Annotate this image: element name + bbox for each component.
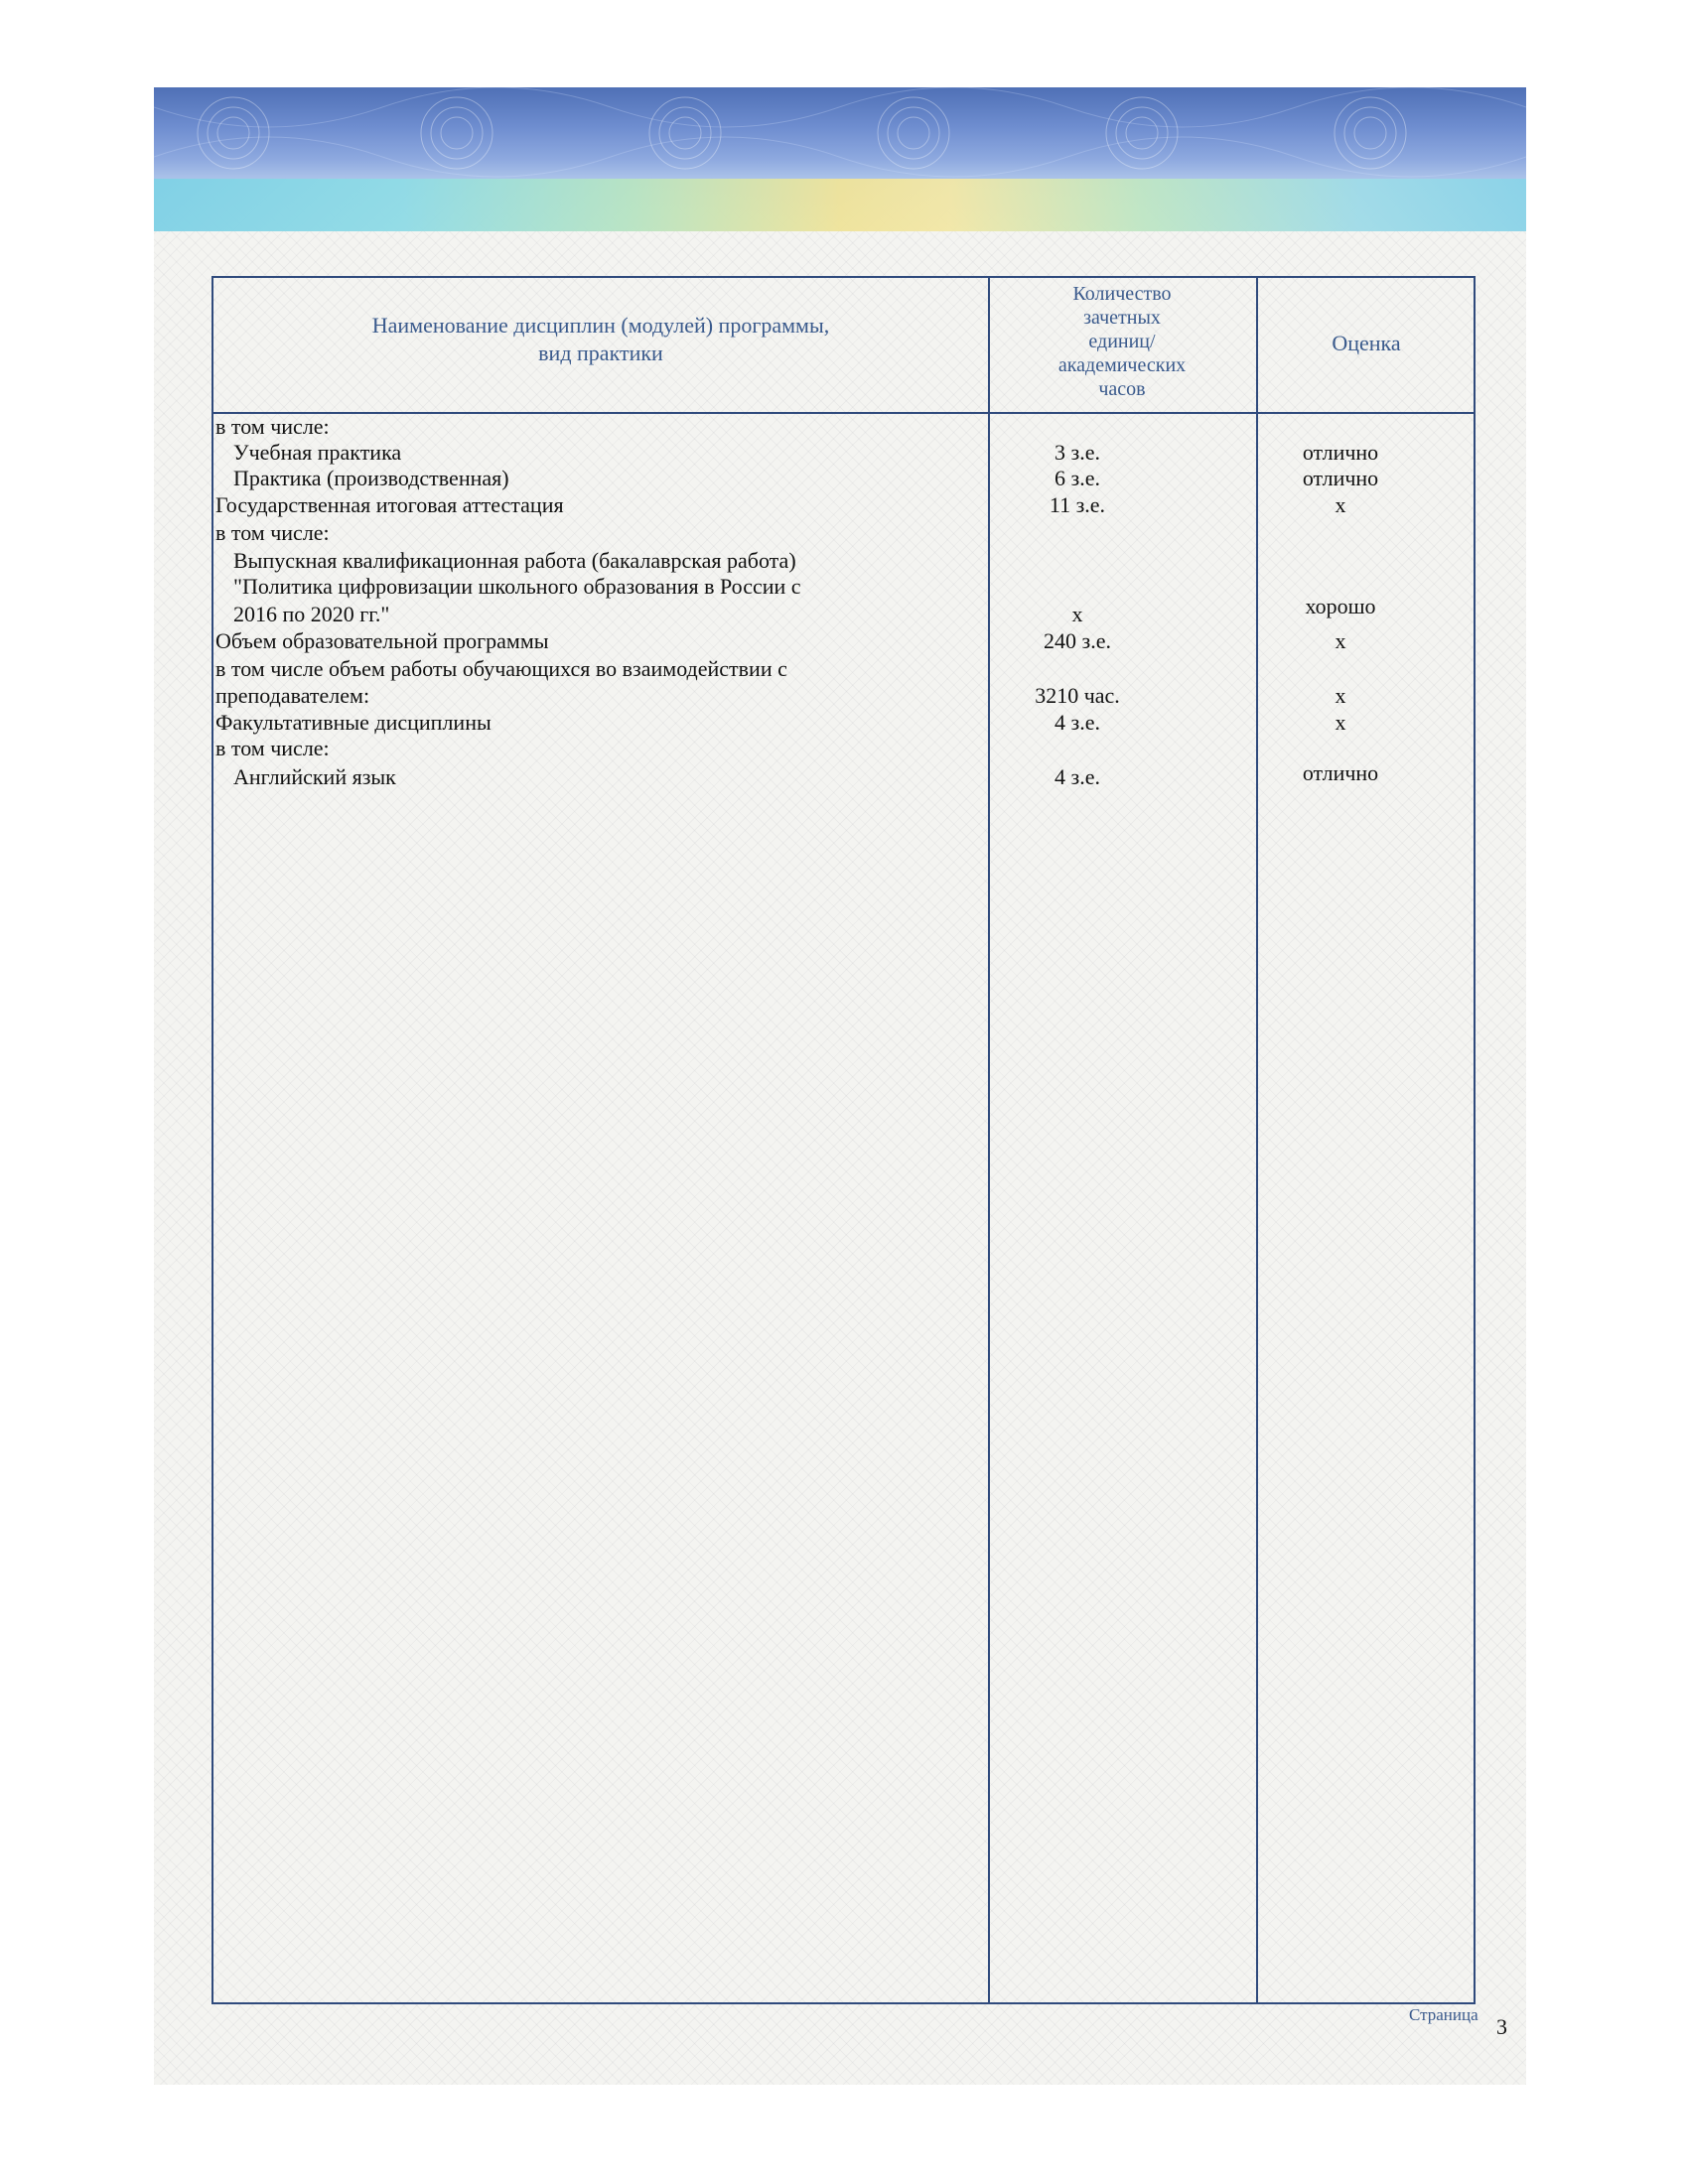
table-row <box>213 520 1474 547</box>
header-qty-line: зачетных <box>1083 307 1161 329</box>
row-grade: х <box>1335 683 1346 708</box>
header-qty-line: Количество <box>1072 283 1172 305</box>
header-grade: Оценка <box>1332 331 1401 355</box>
rainbow-stripe <box>154 179 1526 231</box>
row-grade: х <box>1335 492 1346 517</box>
header-name-line: Наименование дисциплин (модулей) программы, <box>371 313 830 338</box>
header-qty-line: часов <box>1098 378 1146 400</box>
row-qty: 3210 час. <box>1035 683 1120 708</box>
row-name: Учебная практика <box>233 440 402 465</box>
page-label: Страница <box>1409 2005 1478 2024</box>
header-qty-line: академических <box>1057 354 1187 376</box>
row-name: Факультативные дисциплины <box>215 710 492 735</box>
row-name: Выпускная квалификационная работа (бакалаврская работа) <box>233 548 796 573</box>
table-row <box>213 414 1474 441</box>
row-grade: х <box>1335 710 1346 735</box>
row-qty: х <box>1071 602 1083 626</box>
decorative-banner <box>154 87 1526 231</box>
row-name: 2016 по 2020 гг." <box>233 602 390 626</box>
row-name: преподавателем: <box>215 683 370 708</box>
row-name: Государственная итоговая аттестация <box>215 492 564 517</box>
row-qty: 4 з.е. <box>1055 710 1100 735</box>
row-grade: хорошо <box>1305 594 1376 618</box>
table-row <box>213 736 1474 762</box>
row-qty: 240 з.е. <box>1044 628 1111 653</box>
table-row <box>213 466 1474 492</box>
row-name: в том числе: <box>215 414 330 439</box>
row-grade: отлично <box>1302 440 1379 465</box>
table-row <box>213 548 1474 575</box>
row-name: Практика (производственная) <box>233 466 509 490</box>
row-grade: отлично <box>1302 760 1379 785</box>
table-row <box>213 683 1474 710</box>
row-name: Английский язык <box>233 764 396 789</box>
row-name: в том числе: <box>215 520 330 545</box>
row-qty: 11 з.е. <box>1049 492 1106 517</box>
row-name: Объем образовательной программы <box>215 628 549 653</box>
table-row <box>213 656 1474 683</box>
table-row <box>213 710 1474 737</box>
row-grade: х <box>1335 628 1346 653</box>
row-name: "Политика цифровизации школьного образования в России с <box>233 574 801 599</box>
table-row <box>213 594 1474 628</box>
row-name: в том числе: <box>215 736 330 760</box>
table-row <box>213 440 1474 467</box>
row-name: в том числе объем работы обучающихся во взаимодействии с <box>215 656 787 681</box>
row-qty: 6 з.е. <box>1055 466 1100 490</box>
header-discipline-name <box>213 312 988 366</box>
table-row <box>213 492 1474 519</box>
row-grade: отлично <box>1302 466 1379 490</box>
table-row <box>213 628 1474 655</box>
diploma-supplement-page <box>154 87 1526 2085</box>
guilloche-pattern <box>154 87 1526 179</box>
page-number: 3 <box>1496 2014 1507 2039</box>
header-qty-line: единиц/ <box>1088 331 1156 352</box>
header-credits <box>988 282 1256 401</box>
row-qty: 3 з.е. <box>1055 440 1100 465</box>
header-name-line: вид практики <box>538 340 663 365</box>
row-qty: 4 з.е. <box>1055 764 1100 789</box>
grades-table <box>211 276 1476 2004</box>
table-row <box>213 760 1474 791</box>
